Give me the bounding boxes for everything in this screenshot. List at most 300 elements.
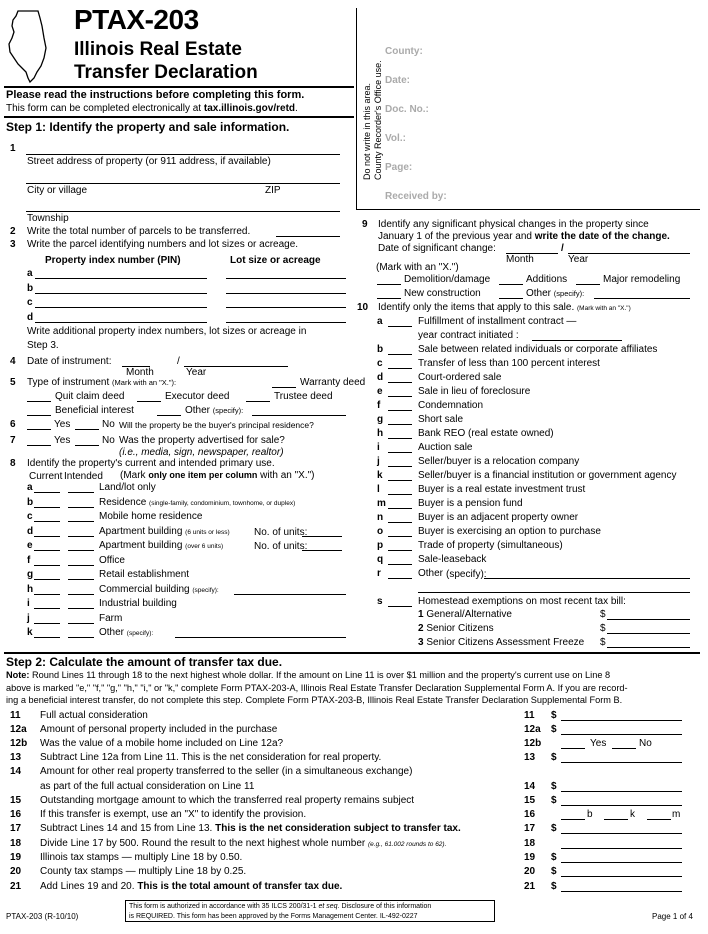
sale-item-text: Short sale bbox=[418, 414, 464, 425]
change-year-label: Year bbox=[568, 254, 589, 265]
line-3-extra-2: Step 3. bbox=[27, 340, 59, 351]
footer-authorization-box bbox=[125, 900, 495, 922]
instructions-line-1: Please read the instructions before completing this form. bbox=[6, 89, 305, 101]
sale-item-checkbox[interactable] bbox=[388, 326, 412, 327]
line-9-text-b-plain: January 1 of the previous year and bbox=[378, 231, 535, 242]
instructions-line-2 bbox=[6, 103, 298, 114]
lot-size-field[interactable] bbox=[226, 322, 346, 323]
sale-item-letter: i bbox=[377, 442, 380, 453]
use-current-checkbox[interactable] bbox=[34, 579, 60, 580]
zip-label: ZIP bbox=[265, 185, 281, 196]
tax-line-bold: This is the total amount of transfer tax due. bbox=[137, 881, 343, 892]
sale-item-text: Seller/buyer is a relocation company bbox=[418, 456, 580, 467]
use-intended-checkbox[interactable] bbox=[68, 565, 94, 566]
use-intended-checkbox[interactable] bbox=[68, 550, 94, 551]
units-field[interactable] bbox=[302, 536, 342, 537]
use-letter: c bbox=[27, 511, 33, 522]
line-6-yes-checkbox[interactable] bbox=[27, 429, 51, 430]
lot-size-field[interactable] bbox=[226, 307, 346, 308]
line-5-text bbox=[27, 377, 176, 388]
sale-item-text: Auction sale bbox=[418, 442, 473, 453]
sale-item-text: Sale-leaseback bbox=[418, 554, 487, 565]
use-intended-checkbox[interactable] bbox=[68, 507, 94, 508]
sale-item-checkbox[interactable] bbox=[388, 382, 412, 383]
sale-item-letter: c bbox=[377, 358, 383, 369]
use-letter: g bbox=[27, 569, 34, 580]
dollar-sign: $ bbox=[551, 852, 557, 863]
use-label: Commercial building bbox=[99, 583, 190, 595]
tax-line-number: 20 bbox=[10, 866, 22, 877]
line-7-yes-label: Yes bbox=[54, 435, 71, 446]
tax-line-ref: 11 bbox=[524, 710, 535, 721]
other-change-text: Other bbox=[526, 288, 552, 299]
pin-row-letter: c bbox=[27, 297, 33, 308]
use-current-checkbox[interactable] bbox=[34, 565, 60, 566]
use-label-row bbox=[99, 540, 223, 551]
date-slash: / bbox=[177, 356, 180, 367]
use-label: Industrial building bbox=[99, 598, 177, 609]
tax-line-label: County tax stamps — multiply Line 18 by 0.25. bbox=[40, 866, 247, 877]
line-5-mark: (Mark with an "X."): bbox=[112, 378, 177, 387]
sale-item-checkbox[interactable] bbox=[388, 424, 412, 425]
dollar-sign: $ bbox=[551, 795, 557, 806]
use-letter: f bbox=[27, 554, 31, 566]
line-7-yes-checkbox[interactable] bbox=[27, 445, 51, 446]
recorder-field-label: Date: bbox=[385, 75, 411, 86]
use-current-checkbox[interactable] bbox=[34, 550, 60, 551]
use-note: (specify): bbox=[126, 630, 154, 637]
tax-line-label: Amount for other real property transferred to the seller (in a simultaneous exchange) bbox=[40, 766, 413, 777]
tax-amount-field[interactable] bbox=[561, 805, 682, 806]
instructions-line-2-end: . bbox=[295, 103, 298, 114]
parcel-count-field[interactable] bbox=[276, 236, 340, 237]
tax-line-ref: 13 bbox=[524, 752, 536, 763]
tax-line-ref: 17 bbox=[524, 823, 536, 834]
other-instrument-checkbox[interactable] bbox=[157, 415, 181, 416]
sale-item-letter: r bbox=[377, 568, 381, 579]
other-change-specify: (specify): bbox=[553, 289, 585, 298]
new-construction-checkbox[interactable] bbox=[377, 298, 401, 299]
exempt-m-label: m bbox=[672, 809, 681, 820]
line-3-text: Write the parcel identifying numbers and lot sizes or acreage. bbox=[27, 239, 299, 250]
pin-field[interactable] bbox=[35, 293, 207, 294]
sale-item-checkbox[interactable] bbox=[388, 396, 412, 397]
sale-item-text: Buyer is an adjacent property owner bbox=[418, 512, 579, 523]
line-9-mark: (Mark with an "X.") bbox=[376, 262, 459, 273]
exemption-number: 2 bbox=[418, 623, 424, 634]
tax-line-number: 12a bbox=[10, 724, 27, 735]
warranty-deed-checkbox[interactable] bbox=[272, 387, 296, 388]
use-letter: a bbox=[27, 482, 33, 493]
current-label: Current bbox=[29, 471, 63, 482]
line-5-number: 5 bbox=[10, 377, 16, 388]
tax-line-label: as part of the full actual consideration on Line 11 bbox=[40, 781, 255, 792]
other-change-checkbox[interactable] bbox=[499, 298, 523, 299]
pin-field[interactable] bbox=[35, 278, 207, 279]
use-letter: h bbox=[27, 583, 34, 595]
tax-line-label: Illinois tax stamps — multiply Line 18 by 0.50. bbox=[40, 852, 243, 863]
sale-item-checkbox[interactable] bbox=[388, 480, 412, 481]
line-1-number: 1 bbox=[10, 143, 16, 154]
line-5-label: Type of instrument bbox=[27, 377, 110, 388]
tax-line-ref: 12a bbox=[524, 724, 541, 735]
other-instrument-label bbox=[185, 405, 243, 416]
tax-line-ref: 14 bbox=[524, 781, 536, 792]
tax-amount-field[interactable] bbox=[561, 720, 682, 721]
exemption-label-row bbox=[418, 637, 584, 648]
demolition-label: Demolition/damage bbox=[404, 274, 491, 285]
use-intended-checkbox[interactable] bbox=[68, 623, 94, 624]
use-current-checkbox[interactable] bbox=[34, 594, 60, 595]
step2-heading: Step 2: Calculate the amount of transfer tax due. bbox=[6, 655, 283, 669]
tax-line-ref: 20 bbox=[524, 866, 536, 877]
use-label: Retail establishment bbox=[99, 569, 190, 580]
sale-item-letter: q bbox=[377, 554, 384, 565]
use-label: Apartment building bbox=[99, 525, 183, 537]
tax-line-ref: 21 bbox=[524, 881, 536, 892]
line-6-yes-label: Yes bbox=[54, 419, 71, 430]
demolition-checkbox[interactable] bbox=[377, 284, 401, 285]
sale-item-letter: l bbox=[377, 484, 380, 495]
tax-line-text bbox=[40, 866, 246, 877]
additions-checkbox[interactable] bbox=[499, 284, 523, 285]
township-label: Township bbox=[27, 213, 69, 224]
use-current-checkbox[interactable] bbox=[34, 507, 60, 508]
sale-item-letter: d bbox=[377, 372, 384, 383]
use-label-row bbox=[99, 511, 202, 522]
year-label: Year bbox=[186, 367, 207, 378]
use-intended-checkbox[interactable] bbox=[68, 594, 94, 595]
use-label-row bbox=[99, 584, 219, 595]
sale-item-checkbox[interactable] bbox=[388, 494, 412, 495]
line-8-mark-pre: (Mark bbox=[120, 470, 149, 481]
line-4-text: Date of instrument: bbox=[27, 356, 112, 367]
note-line-1 bbox=[6, 669, 628, 682]
homestead-text: Homestead exemptions on most recent tax bill: bbox=[418, 596, 626, 607]
tax-line-text bbox=[40, 838, 446, 849]
use-intended-checkbox[interactable] bbox=[68, 492, 94, 493]
note-line-1-text: Round Lines 11 through 18 to the next highest whole dollar. If the amount on Line 11 is over $1 million and the property's current use on Line 8 bbox=[32, 670, 611, 680]
sale-item-text: year contract initiated : bbox=[418, 330, 519, 341]
tax-line-ref: 18 bbox=[524, 838, 536, 849]
recorder-field-label: Page: bbox=[385, 162, 413, 173]
tax-amount-field[interactable] bbox=[561, 848, 682, 849]
sale-item-checkbox[interactable] bbox=[388, 438, 412, 439]
line-7-no-label: No bbox=[102, 435, 115, 446]
tax-line-label: Divide Line 17 by 500. Round the result to the next highest whole number bbox=[40, 838, 368, 849]
other-instrument-specify: (specify): bbox=[212, 406, 244, 415]
mobile-home-yes-checkbox[interactable] bbox=[561, 748, 585, 749]
sale-item-letter: b bbox=[377, 344, 384, 355]
lot-size-field[interactable] bbox=[226, 293, 346, 294]
step1-heading: Step 1: Identify the property and sale information. bbox=[6, 120, 290, 134]
use-label-row bbox=[99, 613, 122, 624]
dollar-sign: $ bbox=[551, 866, 557, 877]
tax-line-text bbox=[40, 724, 277, 735]
use-intended-checkbox[interactable] bbox=[68, 579, 94, 580]
tax-line-text bbox=[40, 781, 254, 792]
use-current-checkbox[interactable] bbox=[34, 623, 60, 624]
use-current-checkbox[interactable] bbox=[34, 492, 60, 493]
dollar-sign: $ bbox=[551, 781, 557, 792]
dollar-sign: $ bbox=[551, 724, 557, 735]
footer-box-line-1 bbox=[129, 902, 491, 912]
mobile-home-no-label: No bbox=[639, 738, 652, 749]
major-remodeling-checkbox[interactable] bbox=[576, 284, 600, 285]
tax-line-label: Add Lines 19 and 20. bbox=[40, 881, 138, 892]
sale-item-letter: a bbox=[377, 316, 383, 327]
footer-box-line-1-post: Disclosure of this information bbox=[339, 903, 432, 910]
change-date-slash: / bbox=[561, 243, 564, 254]
exemption-amount-field[interactable] bbox=[607, 633, 690, 634]
use-label-row bbox=[99, 497, 295, 508]
tax-amount-field[interactable] bbox=[561, 762, 682, 763]
tax-amount-field[interactable] bbox=[561, 791, 682, 792]
exempt-k-field[interactable] bbox=[604, 819, 628, 820]
township-field[interactable] bbox=[26, 211, 340, 212]
footer-page-number: Page 1 of 4 bbox=[652, 912, 693, 921]
use-intended-checkbox[interactable] bbox=[68, 536, 94, 537]
city-label: City or village bbox=[27, 185, 88, 196]
tax-line-text bbox=[40, 795, 414, 806]
use-label: Office bbox=[99, 554, 125, 566]
contract-year-field[interactable] bbox=[532, 340, 622, 341]
tax-line-number: 12b bbox=[10, 738, 28, 749]
other-change-label bbox=[526, 288, 584, 299]
use-intended-checkbox[interactable] bbox=[68, 637, 94, 638]
sale-other-specify: (specify): bbox=[446, 569, 487, 580]
trustee-deed-checkbox[interactable] bbox=[246, 401, 270, 402]
sale-item-letter: j bbox=[377, 456, 380, 467]
sale-item-checkbox[interactable] bbox=[388, 536, 412, 537]
instructions-url[interactable]: tax.illinois.gov/retd bbox=[203, 103, 296, 114]
line-8-number: 8 bbox=[10, 458, 16, 469]
use-intended-checkbox[interactable] bbox=[68, 521, 94, 522]
other-instrument-field[interactable] bbox=[252, 415, 346, 416]
tax-line-number: 18 bbox=[10, 838, 22, 849]
tax-line-label: If this transfer is exempt, use an "X" to identify the provision. bbox=[40, 809, 307, 820]
tax-line-text bbox=[40, 710, 148, 721]
line-7-text: Was the property advertised for sale? bbox=[119, 435, 285, 446]
step2-note bbox=[6, 669, 628, 707]
dollar-sign: $ bbox=[551, 752, 557, 763]
footer-form-revision: PTAX-203 (R-10/10) bbox=[6, 912, 79, 921]
sale-item-checkbox[interactable] bbox=[388, 522, 412, 523]
specify-field[interactable] bbox=[175, 637, 346, 638]
use-label-row bbox=[99, 526, 230, 537]
street-address-label: Street address of property (or 911 address, if available) bbox=[27, 156, 271, 167]
use-label: Apartment building bbox=[99, 540, 183, 551]
warranty-deed-label: Warranty deed bbox=[300, 377, 366, 388]
use-letter: k bbox=[27, 627, 33, 638]
use-current-checkbox[interactable] bbox=[34, 608, 60, 609]
tax-line-text bbox=[40, 809, 306, 820]
dollar-sign: $ bbox=[600, 637, 606, 648]
dollar-sign: $ bbox=[551, 710, 557, 721]
dollar-sign: $ bbox=[551, 881, 557, 892]
tax-line-text bbox=[40, 766, 412, 777]
sale-item-checkbox[interactable] bbox=[388, 368, 412, 369]
tax-line-example: (e.g., 61.002 rounds to 62). bbox=[367, 841, 447, 848]
sale-item-letter: e bbox=[377, 386, 383, 397]
exemption-amount-field[interactable] bbox=[607, 647, 690, 648]
pin-row-letter: d bbox=[27, 311, 34, 323]
recorder-field-label: Received by: bbox=[385, 191, 447, 202]
sale-item-checkbox[interactable] bbox=[388, 466, 412, 467]
use-note: (6 units or less) bbox=[185, 528, 230, 536]
lot-size-header: Lot size or acreage bbox=[230, 255, 321, 266]
executor-deed-checkbox[interactable] bbox=[137, 401, 161, 402]
footer-box-line-1-pre: This form is authorized in accordance with 35 ILCS 200/31-1 bbox=[129, 903, 319, 910]
recorder-field-label: Doc. No.: bbox=[385, 104, 429, 115]
dollar-sign: $ bbox=[600, 609, 606, 620]
homestead-checkbox[interactable] bbox=[388, 606, 412, 607]
sale-item-text: Court-ordered sale bbox=[418, 372, 502, 383]
tax-line-text bbox=[40, 738, 283, 749]
line-8-mark-post: with an "X.") bbox=[257, 470, 315, 481]
city-field[interactable] bbox=[26, 183, 340, 184]
line-2-text: Write the total number of parcels to be transferred. bbox=[27, 226, 251, 237]
use-label: Other bbox=[99, 627, 125, 638]
sale-item-text: Seller/buyer is a financial institution or government agency bbox=[418, 470, 677, 481]
sale-item-checkbox[interactable] bbox=[388, 452, 412, 453]
line-6-no-label: No bbox=[102, 419, 115, 430]
mobile-home-no-checkbox[interactable] bbox=[612, 748, 636, 749]
recorder-note-2: County Recorder's Office use. bbox=[373, 60, 383, 180]
tax-amount-field[interactable] bbox=[561, 833, 682, 834]
tax-line-number: 21 bbox=[10, 881, 22, 892]
line-8-mark bbox=[120, 470, 314, 481]
tax-amount-field[interactable] bbox=[561, 876, 682, 877]
line-10-label: Identify only the items that apply to this sale. bbox=[378, 302, 575, 313]
use-label-row bbox=[99, 627, 153, 638]
pin-field[interactable] bbox=[35, 307, 207, 308]
sale-item-checkbox[interactable] bbox=[388, 578, 412, 579]
tax-line-number: 11 bbox=[10, 710, 21, 721]
recorder-field-label: County: bbox=[385, 46, 423, 57]
line-9-number: 9 bbox=[362, 219, 368, 230]
tax-line-text bbox=[40, 881, 342, 892]
sale-item-checkbox[interactable] bbox=[388, 354, 412, 355]
use-letter: b bbox=[27, 496, 34, 508]
line-9-text-b-bold: write the date of the change. bbox=[534, 231, 670, 242]
line-7-number: 7 bbox=[10, 435, 16, 446]
note-line-2: above is marked "e," "f," "g," "h," "i," or "k," complete Form PTAX-203-A, Illinois Real Estate Transfer Declaration Supplemental Form A. If you are record- bbox=[6, 682, 628, 693]
other-change-field[interactable] bbox=[594, 298, 690, 299]
pin-row-letter: a bbox=[27, 268, 33, 279]
exempt-b-field[interactable] bbox=[561, 819, 585, 820]
footer-box-line-1-em: et seq. bbox=[318, 903, 340, 910]
use-label: Farm bbox=[99, 612, 123, 624]
tax-line-number: 19 bbox=[10, 852, 22, 863]
sale-item-checkbox[interactable] bbox=[388, 508, 412, 509]
use-current-checkbox[interactable] bbox=[34, 536, 60, 537]
other-instrument-text: Other bbox=[185, 405, 211, 416]
form-title-2: Transfer Declaration bbox=[74, 62, 258, 83]
use-label: Land/lot only bbox=[99, 482, 156, 493]
use-current-checkbox[interactable] bbox=[34, 637, 60, 638]
exemption-label-row bbox=[418, 623, 494, 634]
sale-item-text: Sale in lieu of foreclosure bbox=[418, 386, 531, 397]
sale-item-text: Sale between related individuals or corporate affiliates bbox=[418, 344, 658, 355]
street-address-field[interactable] bbox=[26, 154, 340, 155]
units-field[interactable] bbox=[302, 550, 342, 551]
specify-field[interactable] bbox=[234, 594, 346, 595]
quit-claim-checkbox[interactable] bbox=[27, 401, 51, 402]
sale-other-field-2[interactable] bbox=[418, 592, 690, 593]
major-remodeling-label: Major remodeling bbox=[603, 274, 681, 285]
sale-item-letter: f bbox=[377, 400, 381, 411]
line-9-text-b bbox=[378, 231, 670, 242]
line-7-no-checkbox[interactable] bbox=[75, 445, 99, 446]
sale-item-checkbox[interactable] bbox=[388, 550, 412, 551]
tax-line-label: Amount of personal property included in the purchase bbox=[40, 724, 278, 735]
tax-line-ref: 15 bbox=[524, 795, 536, 806]
intended-label: Intended bbox=[64, 471, 103, 482]
exempt-m-field[interactable] bbox=[647, 819, 671, 820]
use-current-checkbox[interactable] bbox=[34, 521, 60, 522]
sale-item-checkbox[interactable] bbox=[388, 410, 412, 411]
use-label-row bbox=[99, 555, 125, 566]
tax-amount-field[interactable] bbox=[561, 862, 682, 863]
beneficial-interest-label: Beneficial interest bbox=[55, 405, 134, 416]
recorder-field-label: Vol.: bbox=[385, 133, 406, 144]
exemption-label-row bbox=[418, 609, 512, 620]
exemption-number: 3 bbox=[418, 637, 424, 648]
exempt-k-label: k bbox=[630, 809, 635, 820]
tax-line-label: Outstanding mortgage amount to which the transferred real property remains subject bbox=[40, 795, 415, 806]
note-label: Note: bbox=[6, 670, 30, 680]
sale-item-text: Fulfillment of installment contract — bbox=[418, 316, 577, 327]
executor-deed-label: Executor deed bbox=[165, 391, 230, 402]
line-6-no-checkbox[interactable] bbox=[75, 429, 99, 430]
tax-line-ref: 19 bbox=[524, 852, 536, 863]
tax-line-number: 13 bbox=[10, 752, 22, 763]
use-label: Residence bbox=[99, 496, 147, 508]
line-7-subtext: (i.e., media, sign, newspaper, realtor) bbox=[119, 447, 284, 458]
units-label: No. of units: bbox=[254, 541, 308, 552]
line-6-number: 6 bbox=[10, 419, 16, 430]
tax-amount-field[interactable] bbox=[561, 734, 682, 735]
tax-line-number: 14 bbox=[10, 766, 22, 777]
lot-size-field[interactable] bbox=[226, 278, 346, 279]
line-10-mark: (Mark with an "X.") bbox=[577, 305, 631, 312]
sale-other-field[interactable] bbox=[484, 578, 690, 579]
line-3-number: 3 bbox=[10, 239, 16, 250]
instructions-line-2-text: This form can be completed electronically at bbox=[6, 103, 204, 114]
tax-amount-field[interactable] bbox=[561, 891, 682, 892]
tax-line-label: Was the value of a mobile home included on Line 12a? bbox=[40, 738, 284, 749]
use-intended-checkbox[interactable] bbox=[68, 608, 94, 609]
tax-line-label: Subtract Lines 14 and 15 from Line 13. bbox=[40, 823, 216, 834]
month-label: Month bbox=[126, 367, 154, 378]
line-10-text bbox=[378, 302, 631, 313]
beneficial-interest-checkbox[interactable] bbox=[27, 415, 51, 416]
sale-item-text: Condemnation bbox=[418, 400, 484, 411]
use-label: Mobile home residence bbox=[99, 511, 203, 522]
exemption-amount-field[interactable] bbox=[607, 619, 690, 620]
sale-item-letter: p bbox=[377, 540, 384, 551]
use-letter: j bbox=[27, 612, 30, 624]
tax-line-label: Full actual consideration bbox=[40, 710, 148, 721]
pin-field[interactable] bbox=[35, 322, 207, 323]
sale-item-checkbox[interactable] bbox=[388, 564, 412, 565]
sale-item-text: Other bbox=[418, 568, 444, 579]
line-9-text-c: Date of significant change: bbox=[378, 243, 496, 254]
dollar-sign: $ bbox=[600, 623, 606, 634]
use-letter: d bbox=[27, 525, 34, 537]
quit-claim-label: Quit claim deed bbox=[55, 391, 125, 402]
